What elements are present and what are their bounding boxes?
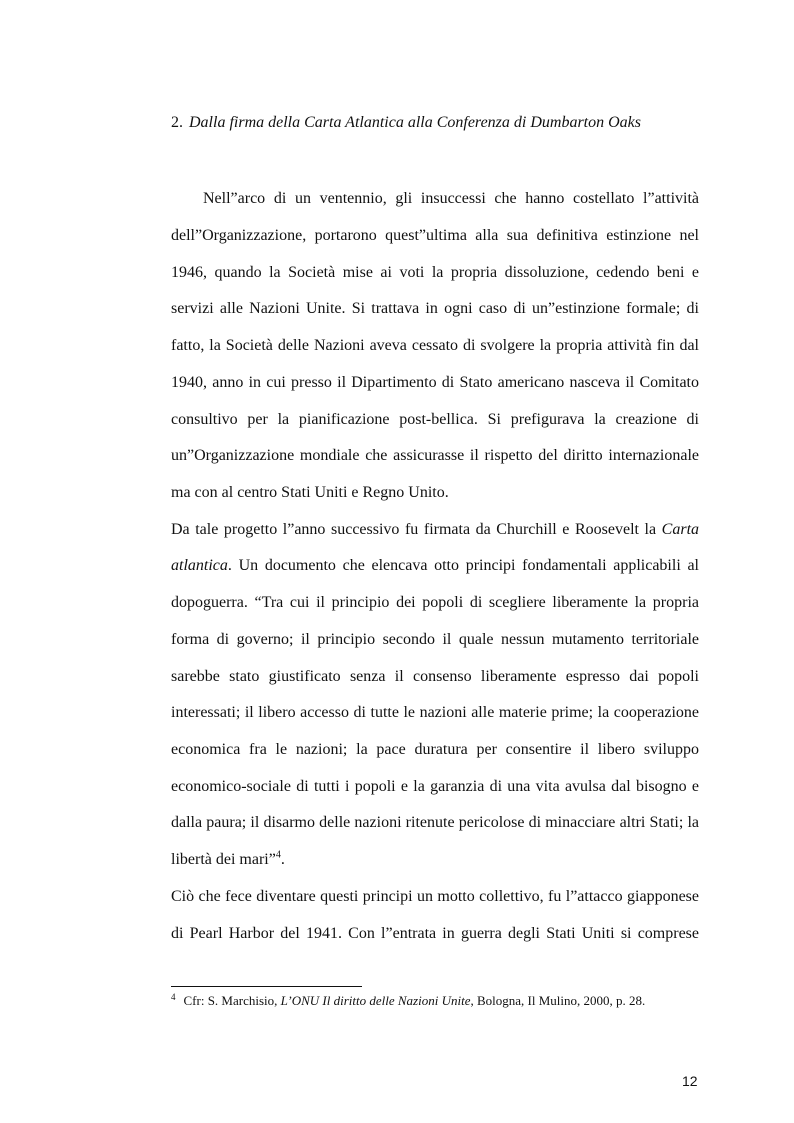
body-line: servizi alle Nazioni Unite. Si trattava in ogni caso di un”estinzione formale; di xyxy=(171,300,699,317)
body-line xyxy=(171,556,699,576)
section-title: Dalla firma della Carta Atlantica alla Conferenza di Dumbarton Oaks xyxy=(189,114,641,131)
section-number: 2. xyxy=(171,114,183,131)
body-line: fatto, la Società delle Nazioni aveva cessato di svolgere la propria attività fin dal xyxy=(171,337,699,354)
body-text: . xyxy=(280,851,285,868)
body-line xyxy=(171,850,699,870)
body-line: dalla paura; il disarmo delle nazioni ritenute pericolose di minacciare altri Stati; la xyxy=(171,814,699,831)
footnote-separator xyxy=(171,986,362,987)
body-line: 1940, anno in cui presso il Dipartimento di Stato americano nasceva il Comitato xyxy=(171,374,699,391)
body-line: Nell”arco di un ventennio, gli insuccessi che hanno costellato l”attività xyxy=(203,190,699,207)
body-line: economico-sociale di tutti i popoli e la garanzia di una vita avulsa dal bisogno e xyxy=(171,778,699,795)
footnote-book-title: L’ONU Il diritto delle Nazioni Unite xyxy=(280,993,471,1008)
body-line: Ciò che fece diventare questi principi un motto collettivo, fu l”attacco giapponese xyxy=(171,888,699,905)
footnote xyxy=(171,993,645,1009)
footnote-reference[interactable]: 4 xyxy=(275,849,281,861)
body-line: 1946, quando la Società mise ai voti la propria dissoluzione, cedendo beni e xyxy=(171,264,699,281)
body-text: Da tale progetto l”anno successivo fu firmata da Churchill e Roosevelt la xyxy=(171,521,657,538)
body-line: interessati; il libero accesso di tutte le nazioni alle materie prime; la cooperazione xyxy=(171,704,699,721)
section-heading xyxy=(171,113,641,133)
body-line: consultivo per la pianificazione post-bellica. Si prefigurava la creazione di xyxy=(171,411,699,428)
body-line: forma di governo; il principio secondo il quale nessun mutamento territoriale xyxy=(171,631,699,648)
footnote-number: 4 xyxy=(171,991,176,1002)
body-line: ma con al centro Stati Uniti e Regno Unito. xyxy=(171,484,449,501)
footnote-suffix: , Bologna, Il Mulino, 2000, p. 28. xyxy=(470,993,646,1008)
body-line: dell”Organizzazione, portarono quest”ultima alla sua definitiva estinzione nel xyxy=(171,227,699,244)
footnote-prefix: Cfr: S. Marchisio, xyxy=(183,993,281,1008)
body-line: dopoguerra. “Tra cui il principio dei popoli di scegliere liberamente la propria xyxy=(171,594,699,611)
body-text: . Un documento che elencava otto principi fondamentali applicabili al xyxy=(227,557,699,574)
body-text: libertà dei mari” xyxy=(171,851,276,868)
body-line: un”Organizzazione mondiale che assicurasse il rispetto del diritto internazionale xyxy=(171,447,699,464)
emphasis-text: atlantica xyxy=(171,557,228,574)
body-line xyxy=(171,520,699,540)
body-line: di Pearl Harbor del 1941. Con l”entrata in guerra degli Stati Uniti si comprese xyxy=(171,925,699,942)
body-line: economica fra le nazioni; la pace duratura per consentire il libero sviluppo xyxy=(171,741,699,758)
page-number: 12 xyxy=(682,1073,698,1089)
emphasis-text: Carta xyxy=(661,521,700,538)
body-line: sarebbe stato giustificato senza il consenso liberamente espresso dai popoli xyxy=(171,668,699,685)
